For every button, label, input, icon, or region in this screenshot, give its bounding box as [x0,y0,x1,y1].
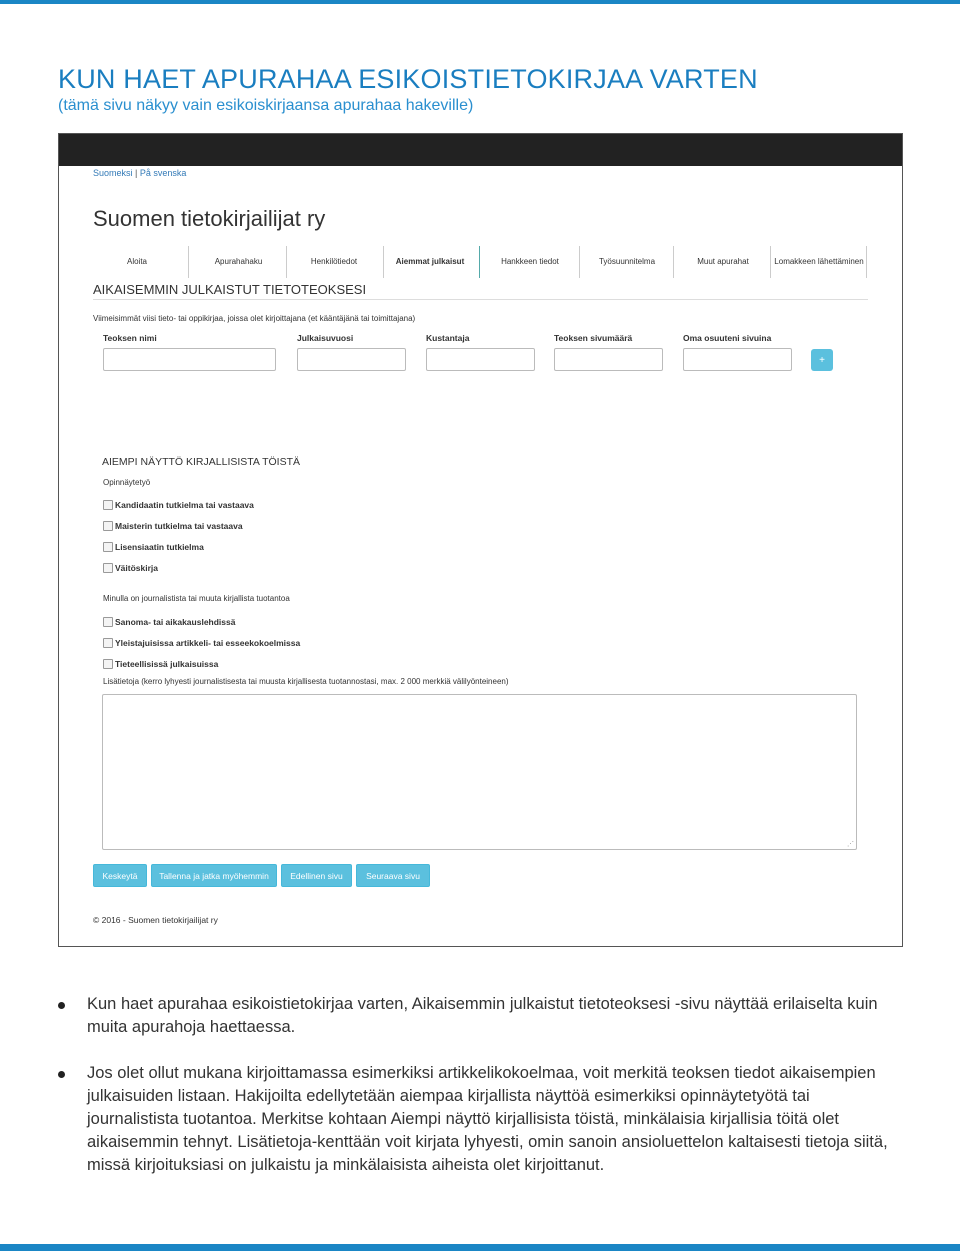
checkbox-label: Maisterin tutkielma tai vastaava [115,521,243,531]
checkbox-kandidaatti[interactable] [103,498,254,512]
bullet-text: Kun haet apurahaa esikoistietokirjaa varten, Aikaisemmin julkaistut tietoteoksesi -sivu näyttää erilaiselta kuin muita apurahoja haettaessa. [87,995,878,1036]
checkbox-box[interactable] [103,500,113,510]
checkbox-yleistajuiset[interactable] [103,636,300,650]
document-subtitle: (tämä sivu näkyy vain esikoiskirjaansa apurahaa hakeville) [58,97,474,114]
bullet-dot-icon [58,1071,65,1078]
own-pages-input[interactable] [683,348,792,371]
nav-separator-active [479,246,480,278]
next-page-button[interactable]: Seuraava sivu [356,864,430,887]
title-input[interactable] [103,348,276,371]
nav-separator [579,246,580,278]
checkbox-box[interactable] [103,659,113,669]
nav-item-hankkeen-tiedot[interactable]: Hankkeen tiedot [501,256,559,266]
nav-separator [866,246,867,278]
top-accent-bar [0,0,960,4]
bullet-item [58,1062,903,1177]
nav-separator [770,246,771,278]
bullet-dot-icon [58,1002,65,1009]
previous-page-button[interactable]: Edellinen sivu [281,864,352,887]
journalism-group-label: Minulla on journalistista tai muuta kirjallista tuotantoa [103,594,290,603]
nav-separator [383,246,384,278]
lang-finnish-link[interactable]: Suomeksi [93,168,133,178]
bullet-item [58,993,903,1039]
application-screenshot [58,133,903,947]
field-label-kustantaja: Kustantaja [426,333,470,343]
footer-copyright: © 2016 - Suomen tietokirjailijat ry [93,915,218,925]
instruction-bullets [58,993,903,1200]
section-title: AIKAISEMMIN JULKAISTUT TIETOTEOKSESI [93,282,367,297]
checkbox-label: Yleistajuisissa artikkeli- tai esseekokoelmissa [115,638,301,648]
nav-separator [673,246,674,278]
nav-item-muut-apurahat[interactable]: Muut apurahat [697,256,749,266]
field-label-oma-osuus: Oma osuuteni sivuina [683,333,772,343]
checkbox-label: Väitöskirja [115,563,158,573]
checkbox-vaitoskirja[interactable] [103,561,158,575]
document-title: KUN HAET APURAHAA ESIKOISTIETOKIRJAA VARTEN [58,64,758,94]
step-navigation [93,244,868,280]
extra-info-label: Lisätietoja (kerro lyhyesti journalistisesta tai muusta kirjallisesta tuotannostasi, max. 2 000 merkkiä välilyönteineen) [103,677,509,686]
bullet-text: Jos olet ollut mukana kirjoittamassa esimerkiksi artikkelikokoelmaa, voit merkitä teoksen tiedot aikaisempien julkaisuiden listaan. Hakijoilta edellytetään aiempaa kirjallista näyttöä esimerkiksi opinnäytetyötä tai journalistista tuotantoa. Merkitse kohtaan Aiempi näyttö kirjallisista töistä, minkälaisia kirjallisia töitä olet aikaisemmin tehnyt. Lisätietoja-kenttään voit kirjata lyhyesti, omin sanoin ansioluettelon kaltaisesti tietoja siitä, missä kirjoituksiasi on julkaistu ja minkälaisista aiheista olet kirjoittanut. [87,1064,888,1174]
nav-item-tyosuunnitelma[interactable]: Työsuunnitelma [598,256,656,266]
field-label-julkaisuvuosi: Julkaisuvuosi [297,333,354,343]
prior-works-title: AIEMPI NÄYTTÖ KIRJALLISISTA TÖISTÄ [102,456,300,468]
save-later-button[interactable]: Tallenna ja jatka myöhemmin [151,864,277,887]
checkbox-box[interactable] [103,521,113,531]
nav-item-lomakkeen-lahettaminen[interactable]: Lomakkeen lähettäminen [774,256,864,266]
checkbox-maisteri[interactable] [103,519,243,533]
checkbox-box[interactable] [103,617,113,627]
checkbox-label: Lisensiaatin tutkielma [115,542,204,552]
checkbox-sanomalehdet[interactable] [103,615,235,629]
lang-swedish-link[interactable]: På svenska [139,168,187,178]
nav-separator [286,246,287,278]
checkbox-box[interactable] [103,563,113,573]
checkbox-label: Tieteellisissä julkaisuissa [115,659,219,669]
checkbox-tieteelliset[interactable] [103,657,218,671]
section-divider [93,299,868,300]
instructions-text: Viimeisimmät viisi tieto- tai oppikirjaa, joissa olet kirjoittajana (et kääntäjänä tai toimittajana) [93,314,416,323]
checkbox-lisensiaatti[interactable] [103,540,204,554]
extra-info-textarea[interactable] [102,694,857,850]
checkbox-label: Sanoma- tai aikakauslehdissä [115,617,236,627]
site-title: Suomen tietokirjailijat ry [93,206,326,231]
nav-item-apurahahaku[interactable]: Apurahahaku [214,256,263,266]
checkbox-box[interactable] [103,638,113,648]
year-input[interactable] [297,348,406,371]
checkbox-box[interactable] [103,542,113,552]
field-label-sivumaara: Teoksen sivumäärä [554,333,633,343]
thesis-group-label: Opinnäytetyö [103,478,151,487]
cancel-button[interactable]: Keskeytä [93,864,147,887]
resize-handle-icon[interactable]: ⋰ [847,841,854,848]
lang-separator: | [135,168,138,178]
language-switcher [93,168,186,178]
publisher-input[interactable] [426,348,535,371]
field-label-teoksen-nimi: Teoksen nimi [103,333,157,343]
nav-item-aiemmat-julkaisut[interactable]: Aiemmat julkaisut [395,256,465,266]
add-publication-button[interactable]: + [811,349,833,371]
checkbox-label: Kandidaatin tutkielma tai vastaava [115,500,254,510]
nav-item-henkilotiedot[interactable]: Henkilötiedot [310,256,358,266]
page-count-input[interactable] [554,348,663,371]
browser-top-bar [59,134,903,166]
nav-separator [188,246,189,278]
nav-item-aloita[interactable]: Aloita [126,256,147,266]
bottom-accent-bar [0,1244,960,1251]
